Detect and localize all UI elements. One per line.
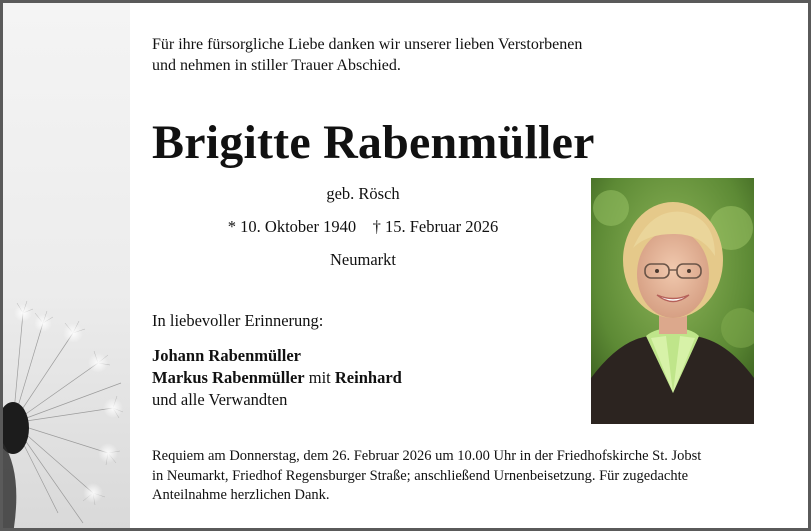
mourner-name: Johann Rabenmüller xyxy=(152,346,301,365)
place: Neumarkt xyxy=(330,250,396,269)
mourner-name: Markus Rabenmüller xyxy=(152,368,305,387)
service-notice xyxy=(152,447,792,506)
mourner-partner: Reinhard xyxy=(334,368,402,387)
mourner-line-3: und alle Verwandten xyxy=(152,390,288,409)
notice-line-3: Anteilnahme herzlichen Dank. xyxy=(152,487,330,503)
mourners-list xyxy=(152,345,402,411)
mourner-line-2 xyxy=(152,367,402,389)
death-date: † 15. Februar 2026 xyxy=(372,217,499,236)
notice-line-2: in Neumarkt, Friedhof Regensburger Straße; anschließend Urnenbeisetzung. Für zugedachte xyxy=(152,467,689,484)
deceased-name: Brigitte Rabenmüller xyxy=(152,116,595,169)
mourner-connector: mit xyxy=(308,368,331,387)
intro-line-1: Für ihre fürsorgliche Liebe danken wir unserer lieben Verstorbenen xyxy=(152,36,583,53)
birth-date: * 10. Oktober 1940 xyxy=(227,217,357,236)
dandelion-icon xyxy=(3,3,130,528)
intro-line-2: und nehmen in stiller Trauer Abschied. xyxy=(152,57,401,74)
notice-line-1: Requiem am Donnerstag, dem 26. Februar 2026 um 10.00 Uhr in der Friedhofskirche St. Jobst xyxy=(152,448,702,464)
intro-text xyxy=(152,34,582,76)
memory-heading: In liebevoller Erinnerung: xyxy=(152,311,324,330)
life-dates xyxy=(173,217,553,237)
portrait-photo xyxy=(591,178,754,424)
decorative-sidebar xyxy=(3,3,130,528)
birth-name: geb. Rösch xyxy=(326,184,400,203)
mourner-line-1 xyxy=(152,345,402,367)
